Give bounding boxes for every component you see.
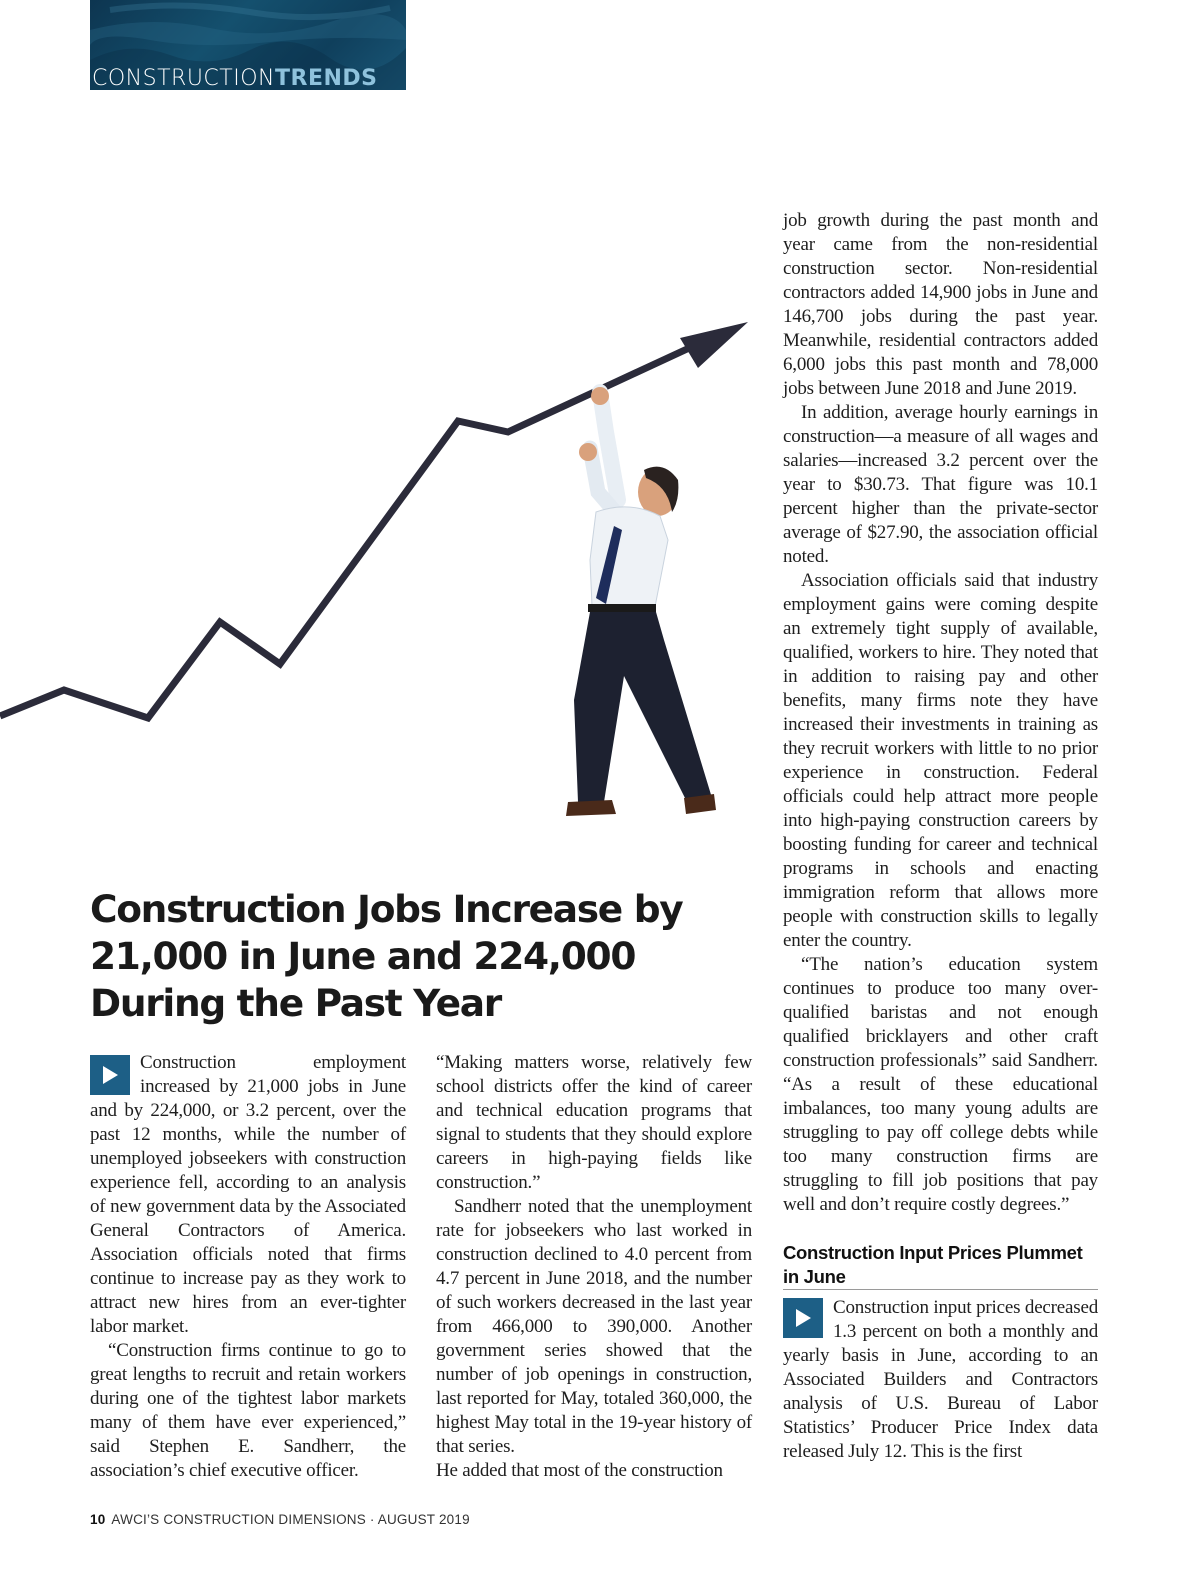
paragraph: “Construction firms continue to go to great lengths to recruit and retain workers during one of the tightest labor markets many of them have ever experienced,” said Stephen E. Sandherr, the association’s chief executive officer. xyxy=(90,1340,406,1481)
paragraph: In addition, average hourly earnings in construction—a measure of all wages and salaries—increased 3.2 percent over the year to $30.73. That figure was 10.1 percent higher than the private-sector average of $27.90, the association official noted. xyxy=(783,402,1098,567)
chart-arrow-head xyxy=(680,322,748,368)
section-subhead: Construction Input Prices Plummet in June xyxy=(783,1241,1098,1290)
play-triangle-icon xyxy=(783,1298,823,1338)
paragraph: Association officials said that industry employment gains were coming despite an extremely tight supply of available, qualified, workers to hire. They noted that in addition to raising pay and other benefits, many firms note they have increased their investments in training as they recruit workers with little to no prior experience in construction. Federal officials could help attract more people into high-paying construction careers by boosting funding for career and technical programs in schools and enacting immigration reform that allows more people with construction skills to legally enter the country. xyxy=(783,570,1098,951)
article-column-1 xyxy=(90,1051,406,1483)
play-triangle-icon xyxy=(90,1055,130,1095)
publication-name: AWCI’S CONSTRUCTION DIMENSIONS · AUGUST 2019 xyxy=(111,1512,470,1527)
paragraph: Construction employment increased by 21,000 jobs in June and by 224,000, or 3.2 percent, over the past 12 months, while the number of unemployed jobseekers with construction experience fell, according to an analysis of new government data by the Associated General Contractors of America. Association officials noted that firms continue to increase pay as they work to attract new hires from an ever-tighter labor market. xyxy=(90,1052,406,1337)
page-footer xyxy=(90,1512,470,1527)
article-headline: Construction Jobs Increase by 21,000 in June and 224,000 During the Past Year xyxy=(90,887,683,1025)
paragraph: “Making matters worse, relatively few school districts offer the kind of career and technical education programs that signal to students that they should explore careers in high-paying fields like construction.” xyxy=(436,1052,752,1193)
page-number: 10 xyxy=(90,1512,106,1527)
article-column-2 xyxy=(436,1051,752,1483)
paragraph: Sandherr noted that the unemployment rate for jobseekers who last worked in construction declined to 4.0 percent from 4.7 percent in June 2018, and the number of such workers decreased in the last year from 466,000 to 390,000. Another government series showed that the number of job openings in construction, last reported for May, totaled 360,000, the highest May total in the 19-year history of that series. xyxy=(436,1196,752,1457)
businessman-figure xyxy=(566,387,716,816)
paragraph: Construction input prices decreased 1.3 percent on both a monthly and yearly basis in June, according to an Associated Builders and Contractors analysis of U.S. Bureau of Labor Statistics’ Producer Price Index data released July 12. This is the first xyxy=(783,1297,1098,1462)
paragraph: “The nation’s education system continues to produce too many over-qualified baristas and not enough qualified bricklayers and other craft construction professionals” said Sandherr. “As a result of these educational imbalances, too many young adults are struggling to pay off college debts while too many construction firms are struggling to fill job positions that pay well and don’t require costly degrees.” xyxy=(783,954,1098,1215)
paragraph: job growth during the past month and year came from the non-residential construction sector. Non-residential contractors added 14,900 jobs in June and 146,700 jobs during the past year. Meanwhile, residential contractors added 6,000 jobs this past month and 78,000 jobs between June 2018 and June 2019. xyxy=(783,210,1098,399)
section-label xyxy=(92,66,378,92)
section-label-trends: TRENDS xyxy=(275,66,378,91)
section-label-construction: CONSTRUCTION xyxy=(92,66,275,91)
article-column-3 xyxy=(783,209,1098,1464)
illustration-businessman-chart xyxy=(0,300,760,840)
paragraph: He added that most of the construction xyxy=(436,1460,723,1481)
